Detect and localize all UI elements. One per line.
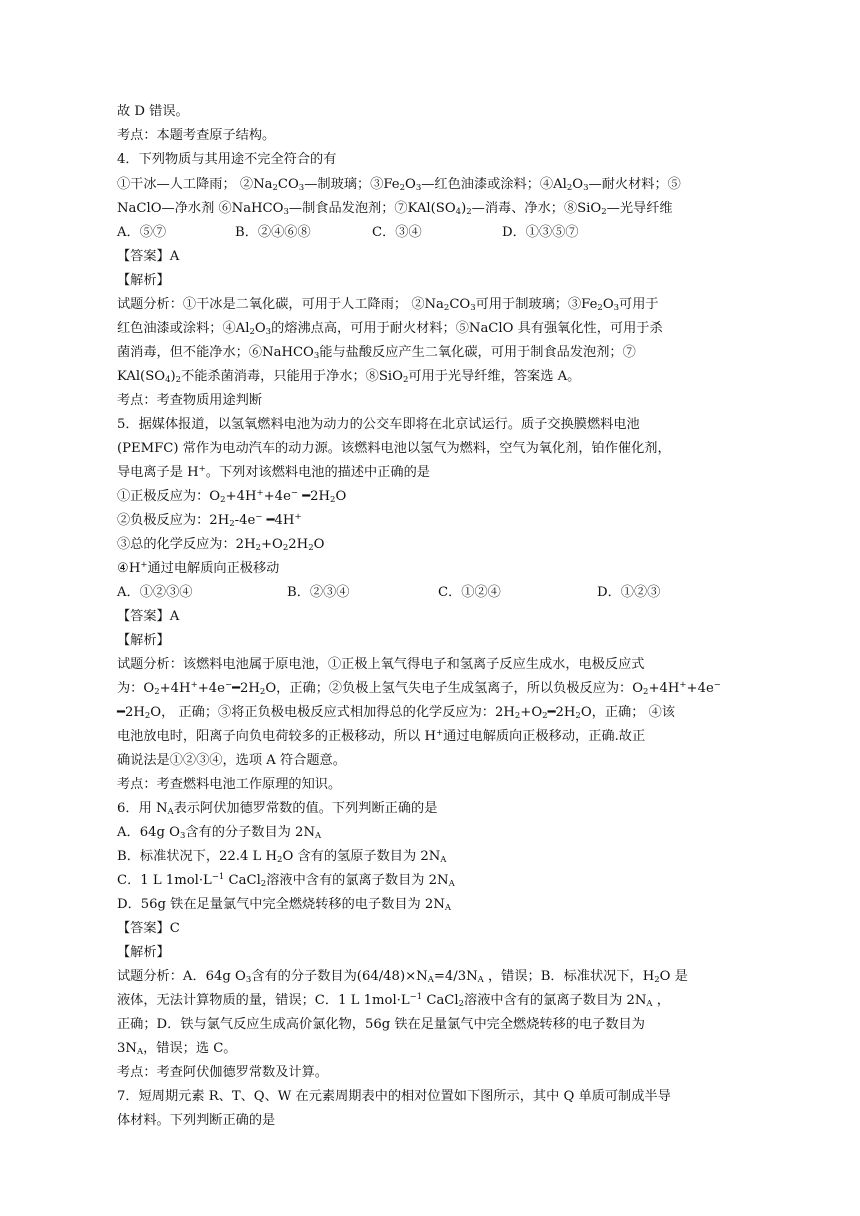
analysis-heading: 【解析】: [117, 945, 170, 960]
analysis-line: 红色油漆或涂料；$④Al_2O_3$的熔沸点高，可用于耐火材料；⑤NaClO 具有强氧化性，可用于杀: [117, 321, 663, 337]
text-line: 故 D 错误。: [117, 104, 189, 119]
question-6-option-a: A．64g $O_3$含有的分子数目为 $2N_A$: [117, 825, 322, 841]
analysis-line: $3N_A$，错误；选 C。: [117, 1041, 237, 1057]
analysis-heading: 【解析】: [117, 273, 170, 288]
analysis-line: 试题分析：A．64g $O_3$含有的分子数目为$(64/48)\times N_A=4/3N_A$ ，错误；B．标准状况下，$H_2O$ 是: [117, 969, 688, 985]
analysis-line: 菌消毒，但不能净水；⑥NaHCO$_3$能与盐酸反应产生二氧化碳，可用于制食品发泡剂；⑦: [117, 345, 636, 361]
option-a: A．①②③④: [117, 585, 193, 600]
knowledge-point: 考点：本题考查原子结构。: [117, 128, 276, 143]
analysis-line: 试题分析：①干冰是二氧化碳，可用于人工降雨； $②Na_2CO_3$可用于制玻璃；$③Fe_2O_3$可用于: [117, 297, 659, 313]
answer-label: 【答案】C: [117, 921, 180, 936]
option-b: B．②③④: [287, 585, 350, 600]
analysis-line: 确说法是①②③④，选项 A 符合题意。: [117, 753, 346, 768]
analysis-line: $━2H_2O$， 正确；③将正负极电极反应式相加得总的化学反应为：$2H_2+O_2━2H_2O$，正确； ④该: [117, 705, 675, 721]
knowledge-point: 考点：考查阿伏伽德罗常数及计算。: [117, 1065, 328, 1080]
question-4-items-line-1: ①干冰—人工降雨； $②Na_2CO_3—$制玻璃；$③Fe_2O_3—$红色油漆或涂料；$④Al_2O_3—$耐火材料；⑤: [117, 177, 681, 193]
option-d: D．①②③: [597, 585, 661, 600]
option-a: A．⑤⑦: [117, 225, 167, 240]
answer-label: 【答案】A: [117, 609, 180, 624]
knowledge-point: 考点：考查物质用途判断: [117, 393, 263, 408]
knowledge-point: 考点：考查燃料电池工作原理的知识。: [117, 777, 342, 792]
question-5-options: [117, 583, 747, 603]
question-5-item-3: ③总的化学反应为：$2H_2+O_22H_2O$: [117, 537, 325, 553]
question-6-stem: 6．用 $N_A$表示阿伏加德罗常数的值。下列判断正确的是: [117, 801, 438, 817]
question-5-item-1: ①正极反应为：$O_2+4H^++4e^-$ $━2H_2O$: [117, 488, 347, 505]
question-6-option-c: C．1 L $1mol\cdot L^{-1}$ CaCl$_2$溶液中含有的氯离子数目为 $2N_A$: [117, 872, 455, 889]
question-4-stem: 4．下列物质与其用途不完全符合的有: [117, 152, 337, 167]
question-5-stem: 导电离子是 H+。下列对该燃料电池的描述中正确的是: [117, 464, 430, 480]
option-b: B．②④⑥⑧: [235, 225, 311, 240]
analysis-heading: 【解析】: [117, 633, 170, 648]
analysis-line: 电池放电时，阳离子向负电荷较多的正极移动，所以 H+通过电解质向正极移动，正确.故正: [117, 728, 646, 744]
question-5-stem: 5．据媒体报道，以氢氧燃料电池为动力的公交车即将在北京试运行。质子交换膜燃料电池: [117, 417, 640, 432]
option-c: C．①②④: [438, 585, 501, 600]
question-4-options: [117, 223, 747, 243]
question-4-items-line-2: NaClO—净水剂 ⑥NaHCO$_3$—制食品发泡剂；$⑦KAl(SO_4)_2—$消毒、净水；⑧SiO$_2$—光导纤维: [117, 201, 673, 217]
analysis-line: 为：$O_2+4H^++4e^-━2H_2O$，正确；②负极上氢气失电子生成氢离子，所以负极反应为：$O_2+4H^++4e^-$: [117, 680, 721, 697]
question-5-item-4: ④H+通过电解质向正极移动: [117, 560, 280, 576]
analysis-line: 试题分析：该燃料电池属于原电池，①正极上氧气得电子和氢离子反应生成水，电极反应式: [117, 657, 645, 672]
question-6-option-b: B．标准状况下，22.4 L $H_2O$ 含有的氢原子数目为 $2N_A$: [117, 849, 447, 865]
question-5-item-2: ②负极反应为：$2H_2-4e^-$ ━4H+: [117, 512, 302, 529]
option-d: D．①③⑤⑦: [502, 225, 579, 240]
answer-label: 【答案】A: [117, 249, 180, 264]
question-7-stem: 体材料。下列判断正确的是: [117, 1113, 276, 1128]
analysis-line: 液体，无法计算物质的量，错误；C．1 L $1mol\cdot L^{-1}$ CaCl$_2$溶液中含有的氯离子数目为 $2N_A$ ，: [117, 992, 670, 1009]
analysis-line: $KAl(SO_4)_2$不能杀菌消毒，只能用于净水；⑧SiO$_2$可用于光导纤维，答案选 A。: [117, 369, 581, 385]
analysis-line: 正确；D．铁与氯气反应生成高价氯化物，56g 铁在足量氯气中完全燃烧转移的电子数目为: [117, 1017, 645, 1032]
question-6-option-d: D．56g 铁在足量氯气中完全燃烧转移的电子数目为 $2N_A$: [117, 897, 451, 913]
question-7-stem: 7．短周期元素 R、T、Q、W 在元素周期表中的相对位置如下图所示，其中 Q 单质可制成半导: [117, 1089, 671, 1104]
question-5-stem: (PEMFC) 常作为电动汽车的动力源。该燃料电池以氢气为燃料，空气为氧化剂，铂作催化剂，: [117, 441, 671, 456]
option-c: C．③④: [372, 225, 422, 240]
